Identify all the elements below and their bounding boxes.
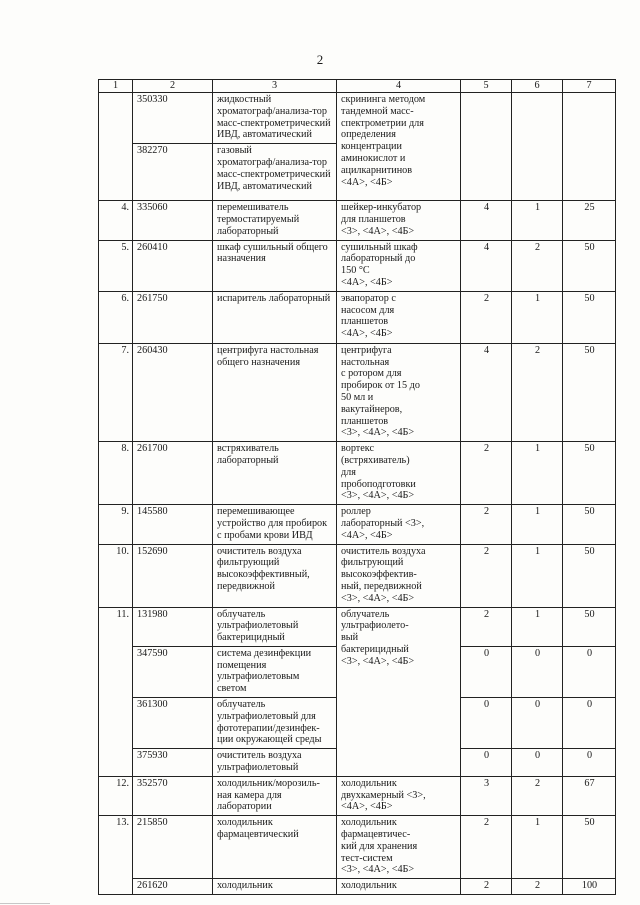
cell-line: фототерапии/дезинфек- xyxy=(217,722,320,734)
cell-line: <4А>, <4Б> xyxy=(341,176,393,188)
header-cell: 3 xyxy=(213,80,337,93)
qty-cell: 0 xyxy=(461,749,512,777)
cell-line: холодильник xyxy=(341,777,397,789)
cell-line: ультрафиолето- xyxy=(341,620,409,632)
requirements-cell xyxy=(337,240,461,291)
cell-line: кий для хранения xyxy=(341,840,418,852)
table-row xyxy=(99,93,616,144)
code-cell: 152690 xyxy=(133,544,213,607)
qty-cell: 0 xyxy=(461,698,512,749)
page-number: 2 xyxy=(316,52,324,67)
cell-line: центрифуга xyxy=(341,344,392,356)
code-cell: 382270 xyxy=(133,144,213,201)
cell-line: для планшетов xyxy=(341,213,406,225)
cell-line: лабораторный <3>, xyxy=(341,517,425,529)
code-cell: 260410 xyxy=(133,240,213,291)
cell-line: ультрафиолетовый xyxy=(217,762,299,774)
code-cell: 261750 xyxy=(133,291,213,343)
row-number-cell: 6. xyxy=(99,291,133,343)
qty-cell: 50 xyxy=(563,240,616,291)
cell-line: <4А>, <4Б> xyxy=(341,276,393,288)
row-number-cell xyxy=(99,93,133,201)
name-cell xyxy=(213,544,337,607)
qty-cell: 100 xyxy=(563,879,616,895)
cell-line: высокоэффектив- xyxy=(341,569,417,581)
cell-line: <3>, <4А>, <4Б> xyxy=(341,427,415,439)
row-number-cell: 4. xyxy=(99,201,133,240)
code-cell: 261700 xyxy=(133,442,213,505)
code-cell: 361300 xyxy=(133,698,213,749)
name-cell xyxy=(213,505,337,544)
name-cell xyxy=(213,442,337,505)
cell-line: <4А>, <4Б> xyxy=(341,529,393,541)
cell-line: лабораторный до xyxy=(341,253,416,265)
qty-cell: 1 xyxy=(512,442,563,505)
cell-line: фармацевтический xyxy=(217,829,299,841)
code-cell: 375930 xyxy=(133,749,213,777)
cell-line: ацилкарнитинов xyxy=(341,164,413,176)
code-cell: 347590 xyxy=(133,646,213,697)
qty-cell: 2 xyxy=(512,343,563,441)
requirements-cell xyxy=(337,544,461,607)
cell-line: настольная xyxy=(341,356,390,368)
cell-line: ИВД, автоматический xyxy=(217,180,312,192)
qty-cell: 50 xyxy=(563,505,616,544)
cell-line: очиститель воздуха xyxy=(217,750,302,762)
requirements-cell xyxy=(337,816,461,879)
qty-cell: 0 xyxy=(512,749,563,777)
qty-cell: 0 xyxy=(563,698,616,749)
qty-cell: 4 xyxy=(461,343,512,441)
cell-line: ная камера для xyxy=(217,789,282,801)
code-cell: 350330 xyxy=(133,93,213,144)
qty-cell: 0 xyxy=(563,749,616,777)
name-cell xyxy=(213,816,337,879)
row-number-cell: 11. xyxy=(99,607,133,776)
cell-line: <3>, <4А>, <4Б> xyxy=(341,490,415,502)
cell-line: вый xyxy=(341,632,359,644)
qty-cell xyxy=(461,93,512,201)
header-cell: 6 xyxy=(512,80,563,93)
row-number-cell: 9. xyxy=(99,505,133,544)
name-cell xyxy=(213,343,337,441)
qty-cell: 1 xyxy=(512,544,563,607)
qty-cell: 3 xyxy=(461,776,512,815)
table-row xyxy=(99,291,616,343)
code-cell: 335060 xyxy=(133,201,213,240)
cell-line: облучатель xyxy=(341,608,390,620)
cell-line: (встряхиватель) xyxy=(341,454,410,466)
name-cell xyxy=(213,698,337,749)
cell-line: бактерицидный xyxy=(341,643,409,655)
cell-line: встряхиватель xyxy=(217,443,279,455)
requirements-cell xyxy=(337,201,461,240)
cell-line: назначения xyxy=(217,253,266,265)
qty-cell: 2 xyxy=(461,816,512,879)
cell-line: холодильник/морозиль- xyxy=(217,777,320,789)
cell-line: ный, передвижной xyxy=(341,580,422,592)
cell-line: фильтрующий xyxy=(341,557,404,569)
qty-cell: 2 xyxy=(512,879,563,895)
cell-line: спектрометрии для xyxy=(341,117,424,129)
cell-line: испаритель лабораторный xyxy=(217,292,331,304)
cell-line: хроматограф/анализа-тор xyxy=(217,156,327,168)
qty-cell: 25 xyxy=(563,201,616,240)
cell-line: планшетов xyxy=(341,415,389,427)
cell-line: светом xyxy=(217,683,247,695)
code-cell: 352570 xyxy=(133,776,213,815)
table-row xyxy=(99,343,616,441)
table-row xyxy=(99,505,616,544)
code-cell: 260430 xyxy=(133,343,213,441)
table-row xyxy=(99,816,616,879)
cell-line: бактерицидный xyxy=(217,632,285,644)
header-cell: 5 xyxy=(461,80,512,93)
cell-line: масс-спектрометрический xyxy=(217,168,331,180)
cell-line: центрифуга настольная xyxy=(217,344,319,356)
qty-cell: 4 xyxy=(461,201,512,240)
requirements-cell xyxy=(337,291,461,343)
header-cell: 2 xyxy=(133,80,213,93)
row-number-cell: 7. xyxy=(99,343,133,441)
cell-line: аминокислот и xyxy=(341,152,406,164)
qty-cell: 50 xyxy=(563,816,616,879)
qty-cell: 2 xyxy=(512,776,563,815)
table-header-row xyxy=(99,80,616,93)
cell-line: вакутайнеров, xyxy=(341,403,403,415)
cell-line: общего назначения xyxy=(217,356,301,368)
cell-line: планшетов xyxy=(341,316,389,328)
cell-line: насосом для xyxy=(341,304,395,316)
cell-line: лаборатории xyxy=(217,801,272,813)
cell-line: пробоподготовки xyxy=(341,478,416,490)
table-row xyxy=(99,776,616,815)
qty-cell: 0 xyxy=(512,646,563,697)
table-row xyxy=(99,879,616,895)
qty-cell: 2 xyxy=(461,879,512,895)
cell-line: ультрафиолетовый xyxy=(217,620,299,632)
name-cell xyxy=(213,749,337,777)
cell-line: <3>, <4А>, <4Б> xyxy=(341,225,415,237)
qty-cell xyxy=(563,93,616,201)
qty-cell: 50 xyxy=(563,343,616,441)
qty-cell: 2 xyxy=(461,291,512,343)
name-cell xyxy=(213,879,337,895)
qty-cell xyxy=(512,93,563,201)
requirements-cell xyxy=(337,879,461,895)
cell-line: <4А>, <4Б> xyxy=(341,801,393,813)
name-cell xyxy=(213,93,337,144)
requirements-cell xyxy=(337,442,461,505)
qty-cell: 2 xyxy=(461,607,512,646)
cell-line: термостатируемый xyxy=(217,213,300,225)
header-cell: 4 xyxy=(337,80,461,93)
cell-line: ции окружающей среды xyxy=(217,734,322,746)
cell-line: устройство для пробирок xyxy=(217,517,328,529)
name-cell xyxy=(213,291,337,343)
qty-cell: 50 xyxy=(563,544,616,607)
cell-line: концентрации xyxy=(341,141,402,153)
table-row xyxy=(99,240,616,291)
qty-cell: 1 xyxy=(512,816,563,879)
cell-line: шкаф сушильный общего xyxy=(217,241,328,253)
requirements-cell xyxy=(337,776,461,815)
cell-line: роллер xyxy=(341,506,371,518)
table-row xyxy=(99,544,616,607)
table-row xyxy=(99,607,616,646)
qty-cell: 0 xyxy=(563,646,616,697)
cell-line: холодильник xyxy=(217,817,273,829)
name-cell xyxy=(213,646,337,697)
qty-cell: 2 xyxy=(461,544,512,607)
cell-line: облучатель xyxy=(217,699,266,711)
qty-cell: 50 xyxy=(563,442,616,505)
code-cell: 215850 xyxy=(133,816,213,879)
qty-cell: 1 xyxy=(512,291,563,343)
requirements-cell xyxy=(337,343,461,441)
code-cell: 145580 xyxy=(133,505,213,544)
cell-line: фармацевтичес- xyxy=(341,829,411,841)
cell-line: лабораторный xyxy=(217,225,279,237)
name-cell xyxy=(213,240,337,291)
cell-line: скрининга методом xyxy=(341,94,426,105)
row-number-cell: 10. xyxy=(99,544,133,607)
qty-cell: 67 xyxy=(563,776,616,815)
qty-cell: 2 xyxy=(461,442,512,505)
equipment-table xyxy=(98,79,616,895)
cell-line: перемешивающее xyxy=(217,506,295,518)
cell-line: 50 мл и xyxy=(341,391,374,403)
qty-cell: 4 xyxy=(461,240,512,291)
cell-line: холодильник xyxy=(341,880,397,892)
qty-cell: 1 xyxy=(512,505,563,544)
qty-cell: 50 xyxy=(563,607,616,646)
cell-line: пробирок от 15 до xyxy=(341,380,420,392)
cell-line: перемешиватель xyxy=(217,202,289,214)
row-number-cell: 5. xyxy=(99,240,133,291)
name-cell xyxy=(213,607,337,646)
cell-line: очиститель воздуха xyxy=(217,545,302,557)
cell-line: тест-систем xyxy=(341,852,393,864)
name-cell xyxy=(213,144,337,201)
qty-cell: 2 xyxy=(512,240,563,291)
cell-line: газовый xyxy=(217,145,252,157)
cell-line: с пробами крови ИВД xyxy=(217,529,313,541)
scan-edge-line xyxy=(0,903,50,904)
cell-line: определения xyxy=(341,129,396,141)
cell-line: система дезинфекции xyxy=(217,647,312,659)
row-number-cell: 12. xyxy=(99,776,133,815)
cell-line: для xyxy=(341,466,356,478)
cell-line: двухкамерный <3>, xyxy=(341,789,426,801)
header-cell: 1 xyxy=(99,80,133,93)
row-number-cell: 13. xyxy=(99,816,133,895)
row-number-cell: 8. xyxy=(99,442,133,505)
header-cell: 7 xyxy=(563,80,616,93)
table-row xyxy=(99,201,616,240)
cell-line: 150 °С xyxy=(341,265,370,277)
cell-line: <3>, <4А>, <4Б> xyxy=(341,864,415,876)
name-cell xyxy=(213,201,337,240)
cell-line: жидкостный xyxy=(217,94,272,105)
cell-line: хроматограф/анализа-тор xyxy=(217,105,327,117)
cell-line: эвапоратор с xyxy=(341,292,396,304)
qty-cell: 0 xyxy=(461,646,512,697)
cell-line: с ротором для xyxy=(341,368,402,380)
cell-line: передвижной xyxy=(217,580,275,592)
table-row xyxy=(99,442,616,505)
cell-line: шейкер-инкубатор xyxy=(341,202,422,214)
cell-line: очиститель воздуха xyxy=(341,545,426,557)
requirements-cell xyxy=(337,93,461,201)
cell-line: сушильный шкаф xyxy=(341,241,418,253)
code-cell: 131980 xyxy=(133,607,213,646)
requirements-cell xyxy=(337,505,461,544)
cell-line: облучатель xyxy=(217,608,266,620)
qty-cell: 0 xyxy=(512,698,563,749)
qty-cell: 1 xyxy=(512,201,563,240)
cell-line: ультрафиолетовым xyxy=(217,671,300,683)
cell-line: тандемной масс- xyxy=(341,105,414,117)
cell-line: <3>, <4А>, <4Б> xyxy=(341,592,415,604)
cell-line: масс-спектрометрический xyxy=(217,117,331,129)
cell-line: <4А>, <4Б> xyxy=(341,328,393,340)
qty-cell: 50 xyxy=(563,291,616,343)
qty-cell: 1 xyxy=(512,607,563,646)
cell-line: вортекс xyxy=(341,443,374,455)
cell-line: высокоэффективный, xyxy=(217,569,310,581)
cell-line: лабораторный xyxy=(217,454,279,466)
qty-cell: 2 xyxy=(461,505,512,544)
name-cell xyxy=(213,776,337,815)
requirements-cell xyxy=(337,607,461,776)
cell-line: <3>, <4А>, <4Б> xyxy=(341,655,415,667)
cell-line: помещения xyxy=(217,659,267,671)
cell-line: холодильник xyxy=(341,817,397,829)
cell-line: ИВД, автоматический xyxy=(217,129,312,141)
cell-line: ультрафиолетовый для xyxy=(217,710,316,722)
cell-line: холодильник xyxy=(217,880,273,892)
code-cell: 261620 xyxy=(133,879,213,895)
cell-line: фильтрующий xyxy=(217,557,280,569)
